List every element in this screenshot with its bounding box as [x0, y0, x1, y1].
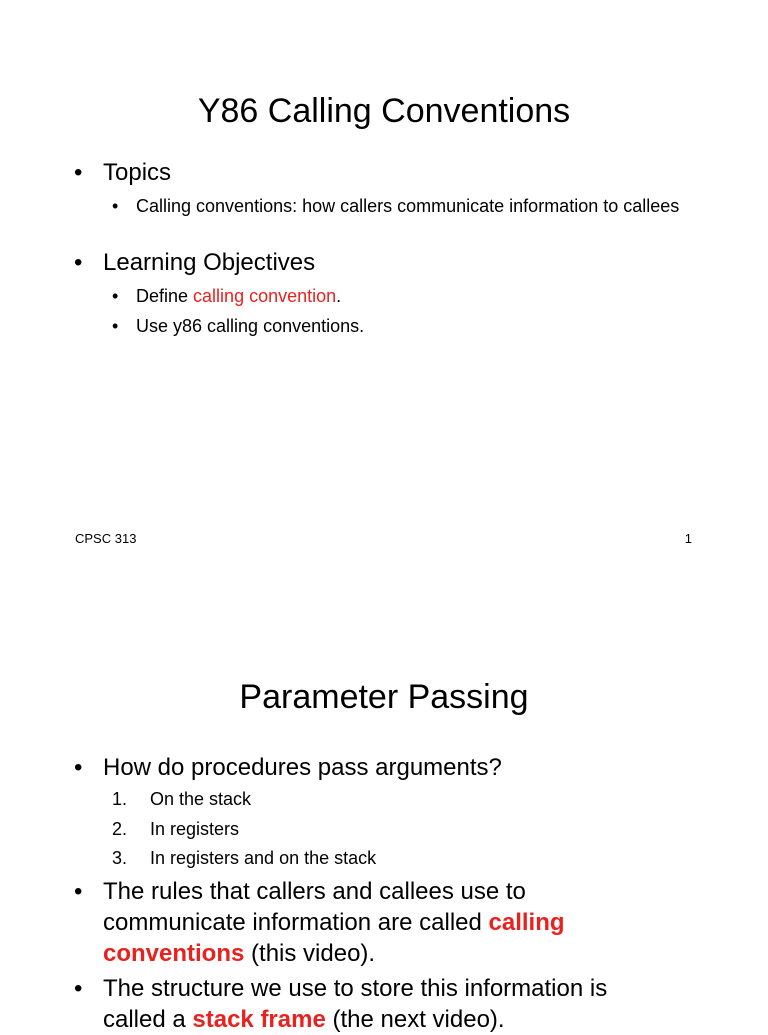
bullet-question	[74, 752, 714, 783]
bullet-topics	[74, 157, 714, 188]
numbered-item	[112, 847, 612, 870]
text-suffix: (the next video).	[325, 1006, 505, 1033]
slide-title: Y86 Calling Conventions	[197, 92, 571, 130]
text-prefix: The rules that callers and callees use to communicate information are called	[103, 878, 526, 936]
item-number: 3.	[112, 848, 128, 868]
highlighted-term: calling convention	[193, 286, 337, 306]
bullet-icon: •	[74, 249, 83, 276]
highlighted-term: calling conventions	[103, 909, 565, 967]
bullet-text: Calling conventions: how callers communicate information to callees	[136, 196, 680, 216]
bullet-text	[112, 285, 712, 308]
bullet-icon: •	[74, 975, 83, 1002]
bullet-icon: •	[112, 316, 119, 336]
bullet-text: Use y86 calling conventions.	[136, 316, 365, 336]
numbered-item	[112, 818, 612, 841]
item-text: On the stack	[150, 789, 252, 809]
bullet-icon: •	[112, 286, 119, 306]
bullet-stack-frame	[74, 973, 634, 1035]
slide-2	[0, 600, 768, 1033]
sub-bullet-objective-1	[112, 285, 712, 308]
bullet-text: Topics	[103, 159, 172, 186]
item-number: 1.	[112, 789, 128, 809]
bullet-objectives	[74, 247, 714, 278]
item-text: In registers	[150, 819, 240, 839]
text-prefix: The structure we use to store this information is called a	[103, 975, 608, 1033]
slide-title: Parameter Passing	[239, 678, 529, 716]
item-number: 2.	[112, 819, 128, 839]
bullet-icon: •	[74, 754, 83, 781]
footer-course: CPSC 313	[75, 531, 137, 546]
bullet-calling-conventions	[74, 876, 594, 969]
bullet-text	[74, 876, 594, 969]
bullet-icon: •	[74, 878, 83, 905]
sub-bullet-topic	[112, 195, 712, 218]
bullet-text: Learning Objectives	[103, 249, 316, 276]
bullet-icon: •	[74, 159, 83, 186]
bullet-text: How do procedures pass arguments?	[103, 754, 502, 781]
text-prefix: Define	[136, 286, 194, 306]
text-suffix: (this video).	[244, 940, 376, 967]
item-text: In registers and on the stack	[150, 848, 377, 868]
highlighted-term: stack frame	[192, 1006, 326, 1033]
sub-bullet-objective-2	[112, 315, 712, 338]
footer-page-number: 1	[684, 531, 692, 546]
text-suffix: .	[336, 286, 342, 306]
bullet-text	[74, 973, 634, 1035]
numbered-item	[112, 788, 612, 811]
bullet-icon: •	[112, 196, 119, 216]
